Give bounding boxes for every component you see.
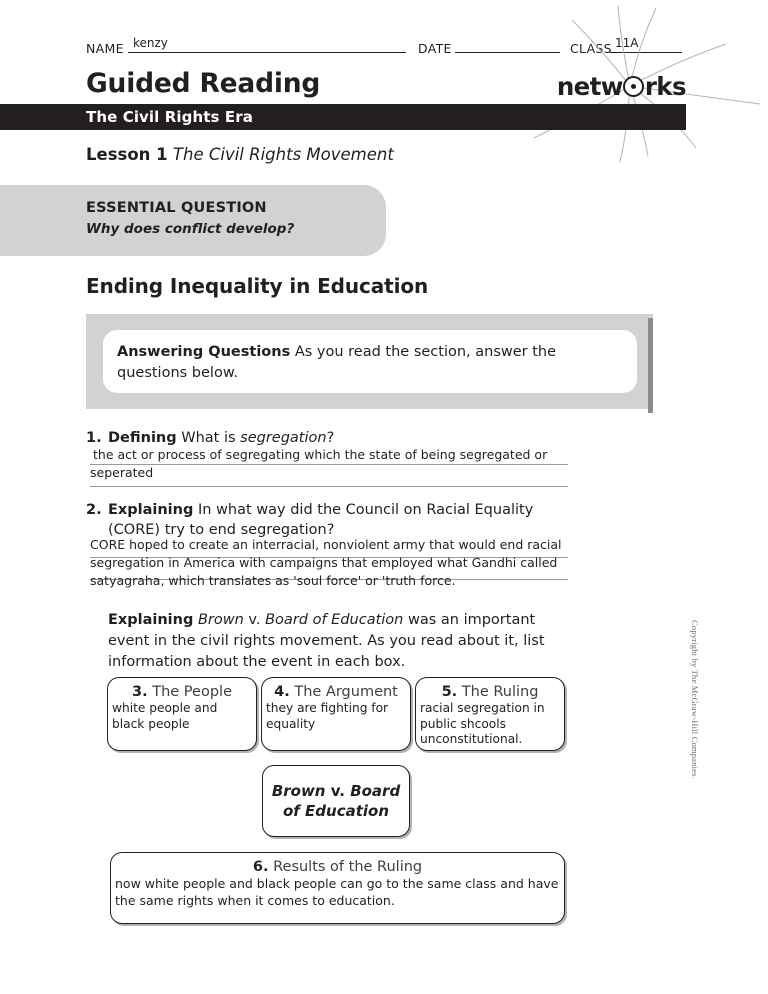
copyright-notice: Copyright by The McGraw-Hill Companies. [690,620,700,779]
essential-question-panel [0,185,386,256]
lesson-number: Lesson 1 [86,145,168,164]
essential-question-heading: ESSENTIAL QUESTION [86,200,267,216]
name-label: NAME [86,41,124,56]
question-2-verb: Explaining [108,502,194,518]
lesson-line [86,145,394,164]
diagram-box-results-answer[interactable]: now white people and black people can go to the same class and have the same rights when it comes to education. [115,876,559,908]
diagram-instructions-verb: Explaining [108,612,194,628]
question-2-answer-line-2[interactable]: segregation in America with campaigns that employed what Gandhi called [90,555,558,570]
student-info-row [0,26,768,56]
unit-bar-label: The Civil Rights Era [86,108,253,126]
center-case-part1: Brown [271,782,326,800]
diagram-box-ruling-label: The Ruling [457,684,539,700]
callout-body: As you read the section, answer the questions below. [117,344,557,381]
answer-rule-1b [90,486,568,487]
name-rule [128,52,406,53]
diagram-box-people-label: The People [147,684,232,700]
center-case-part3: of Education [282,802,390,820]
question-1-prompt-after: ? [326,430,335,446]
essential-question-text: Why does conflict develop? [86,221,295,237]
name-value[interactable]: kenzy [133,36,168,50]
callout-bold-label: Answering Questions [117,344,291,360]
networks-globe-icon [623,76,644,97]
diagram-box-ruling-heading [416,678,564,700]
date-rule [455,52,560,53]
diagram-box-people-heading [108,678,256,700]
diagram-box-argument-heading [262,678,410,700]
section-heading: Ending Inequality in Education [86,274,429,298]
callout-shadow [648,318,653,413]
diagram-box-ruling-answer[interactable]: racial segregation in public shcools unconstitutional. [420,701,545,746]
question-1-answer-line-2[interactable]: seperated [90,465,154,480]
brand-prefix: netw [556,72,623,101]
center-case-v: v. [325,782,351,800]
diagram-box-results-heading [111,853,564,875]
question-2-number: 2. [86,502,102,518]
question-1 [86,428,586,448]
diagram-box-results-label: Results of the Ruling [268,859,423,875]
diagram-box-argument-label: The Argument [289,684,398,700]
diagram-box-argument-number: 4. [274,684,290,700]
diagram-center-label [272,781,400,821]
question-2 [86,500,586,540]
question-1-prompt-term: segregation [240,430,327,446]
page-title: Guided Reading [86,68,321,99]
diagram-box-argument[interactable] [261,677,411,751]
callout-card [103,330,637,393]
question-1-number: 1. [86,430,102,446]
diagram-case-v: v. [243,612,266,628]
callout-text [117,342,625,384]
class-rule [610,52,682,53]
diagram-case-name-part1: Brown [197,612,244,628]
diagram-case-name-part2: Board of Education [265,612,404,628]
question-2-answer-line-1[interactable]: CORE hoped to create an interracial, nonviolent army that would end racial [90,537,562,552]
class-label: CLASS [570,41,612,56]
diagram-box-ruling-number: 5. [441,684,458,700]
question-1-verb: Defining [108,430,177,446]
diagram-instructions [108,610,578,673]
unit-bar [0,104,686,130]
diagram-box-ruling[interactable] [415,677,565,751]
diagram-box-results-number: 6. [252,859,269,875]
center-case-part2: Board [350,782,401,800]
class-value[interactable]: 11A [615,36,639,50]
lesson-name: The Civil Rights Movement [172,145,394,164]
diagram-center-box [262,765,410,837]
question-1-answer-line-1[interactable]: the act or process of segregating which the state of being segregated or [93,447,548,462]
networks-logo [557,72,686,101]
diagram-box-people[interactable] [107,677,257,751]
question-1-prompt-before: What is [176,430,241,446]
question-1-prompt [108,428,586,448]
question-2-answer-line-3[interactable]: satyagraha, which translates as 'soul force' or 'truth force. [90,573,456,588]
diagram-box-people-answer[interactable]: white people and black people [112,701,218,731]
diagram-box-argument-answer[interactable]: they are fighting for equality [266,701,389,731]
date-label: DATE [418,41,452,56]
diagram-box-results[interactable] [110,852,565,924]
diagram-box-people-number: 3. [132,684,148,700]
question-2-prompt-before: In what way did the Council on Racial Equality (CORE) try to end segregation? [108,502,534,538]
diagram-instructions-rest: was an important event in the civil rights movement. As you read about it, list information about the event in each box. [108,612,545,670]
question-2-prompt [108,500,586,540]
brand-suffix: rks [644,72,686,101]
